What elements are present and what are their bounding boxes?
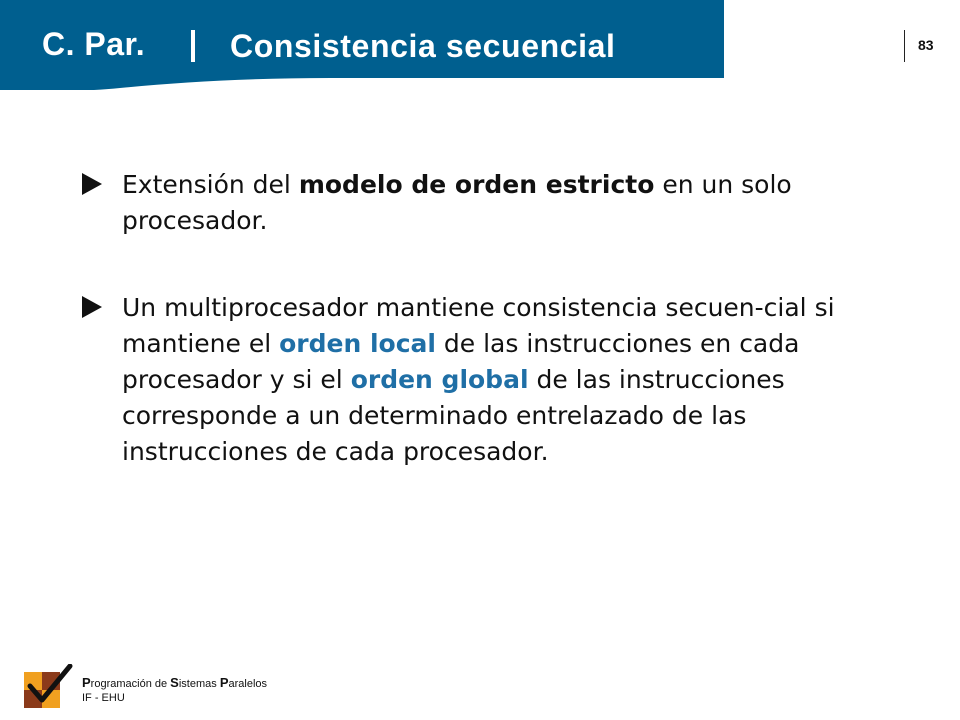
footer-institution [82, 676, 267, 705]
bullet-item [122, 290, 912, 470]
bullet-arrow-icon [82, 173, 102, 195]
bullet-text: Un multiprocesador mantiene consistencia secuen-cial si mantiene el orden local de las instrucciones en cada procesador y si el orden global de las instrucciones corresponde a un determinado entrelazado de las instrucciones de cada procesador. [122, 293, 835, 466]
page-number-divider [904, 30, 905, 62]
slide-title: Consistencia secuencial [230, 28, 616, 64]
footer-course-name: Programación de Sistemas Paralelos [82, 675, 268, 690]
course-code: C. Par. [42, 26, 146, 62]
bullet-text: Extensión del modelo de orden estricto en un solo procesador. [122, 170, 792, 235]
bullet-arrow-icon [82, 296, 102, 318]
footer-department: IF - EHU [82, 692, 125, 704]
bullet-item [122, 167, 902, 239]
title-divider [191, 30, 195, 62]
checkmark-boxes-logo-icon [22, 664, 76, 710]
page-number: 83 [918, 37, 934, 53]
